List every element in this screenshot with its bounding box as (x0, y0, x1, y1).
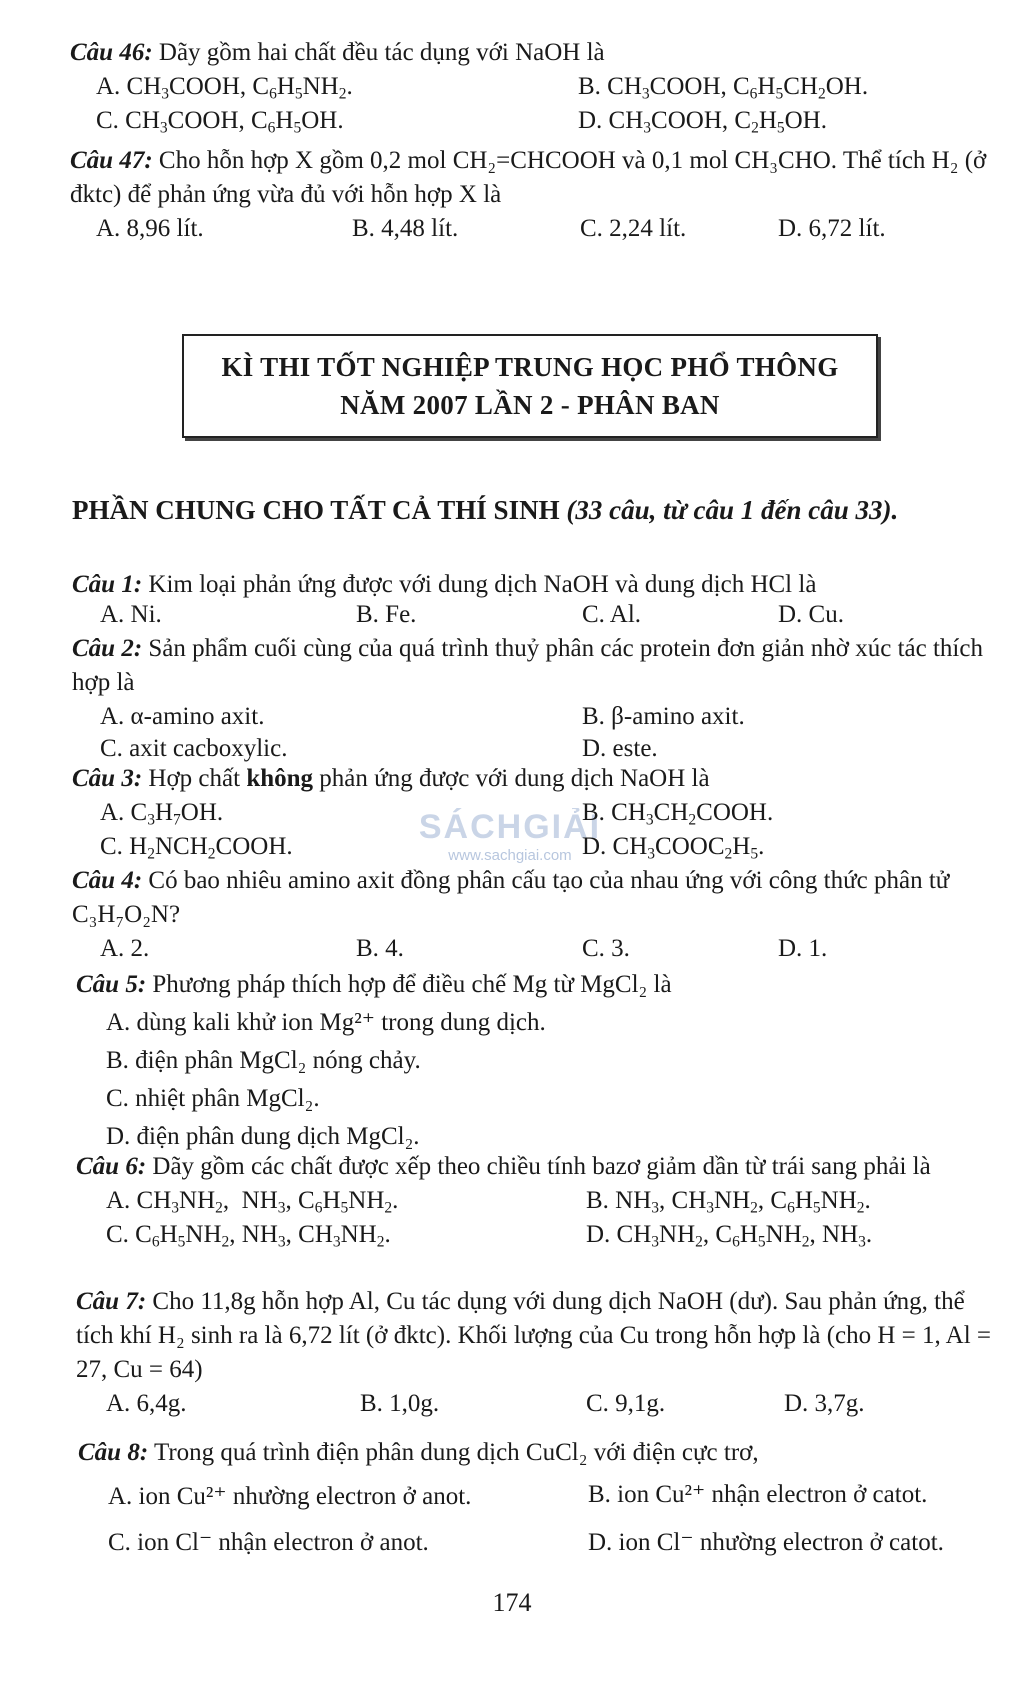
question-text: Trong quá trình điện phân dung dịch CuCl₂ với điện cực trơ, (153, 1439, 759, 1466)
option-c: C. $CH_3COOH$, $C_6H_5OH$. (96, 107, 344, 137)
option-c: C. axit cacboxylic. (100, 735, 288, 762)
question-text: Sản phẩm cuối cùng của quá trình thuỷ phân các protein đơn giản nhờ xúc tác thích hợp là (72, 635, 983, 696)
question-text: Có bao nhiêu amino axit đồng phân cấu tạo của nhau ứng với công thức phân tử C₃H₇O₂N? (72, 867, 950, 928)
question-text: Cho hỗn hợp X gồm 0,2 mol CH₂=CHCOOH và 0,1 mol CH₃CHO. Thể tích H₂ (ở đktc) để phản ứng vừa đủ với hỗn hợp X là (70, 147, 987, 208)
option-d: D. 3,7g. (784, 1390, 865, 1417)
option-c: C. $C_6H_5NH_2$, $NH_3$, $CH_3NH_2$. (106, 1221, 391, 1251)
option-a: A. Ni. (100, 601, 162, 628)
option-a: A. 2. (100, 935, 150, 962)
question-text: Kim loại phản ứng được với dung dịch NaOH và dung dịch HCl là (148, 571, 817, 598)
option-c: C. $H_2NCH_2COOH$. (100, 833, 293, 863)
option-c: C. Al. (582, 601, 642, 628)
question-text-emphasis: không (246, 765, 314, 792)
option-a: A. ion Cu²⁺ nhường electron ở anot. (108, 1483, 472, 1510)
exam-title-line-2: NĂM 2007 LẦN 2 - PHÂN BAN (340, 390, 720, 420)
option-d: D. Cu. (778, 601, 844, 628)
exam-title-line-1: KÌ THI TỐT NGHIỆP TRUNG HỌC PHỔ THÔNG (221, 352, 839, 382)
question-text: Phương pháp thích hợp để điều chế Mg từ MgCl₂ là (152, 971, 672, 998)
question-4 (0, 864, 1024, 966)
question-6 (0, 1150, 1024, 1252)
option-a: A. dùng kali khử ion Mg²⁺ trong dung dịch. (106, 1009, 546, 1036)
option-a: A. $CH_3COOH$, $C_6H_5NH_2$. (96, 73, 353, 103)
question-label: Câu 46: (70, 39, 153, 66)
option-a: A. $CH_3NH_2$, $NH_3$, $C_6H_5NH_2$. (106, 1187, 399, 1217)
question-8 (0, 1436, 1024, 1562)
section-heading (72, 495, 898, 526)
question-label: Câu 6: (76, 1153, 147, 1180)
question-text-before: Hợp chất (148, 765, 241, 792)
question-47 (0, 144, 1024, 246)
question-label: Câu 3: (72, 765, 143, 792)
watermark-logo-text: SÁCHGIẢI (418, 808, 602, 846)
section-title: PHẦN CHUNG CHO TẤT CẢ THÍ SINH (72, 495, 560, 525)
question-1 (0, 568, 1024, 632)
exam-title-box (182, 334, 878, 438)
option-c: C. 9,1g. (586, 1390, 666, 1417)
question-label: Câu 2: (72, 635, 143, 662)
option-d: D. ion Cl⁻ nhường electron ở catot. (588, 1529, 944, 1556)
option-c: C. 2,24 lít. (580, 215, 687, 242)
option-b: B. β-amino axit. (582, 703, 745, 730)
option-d: D. 6,72 lít. (778, 215, 886, 242)
option-a: A. $C_3H_7OH$. (100, 799, 224, 829)
option-b: B. 4,48 lít. (352, 215, 459, 242)
option-b: B. $NH_3$, $CH_3NH_2$, $C_6H_5NH_2$. (586, 1187, 871, 1217)
question-label: Câu 4: (72, 867, 143, 894)
option-b: B. 1,0g. (360, 1390, 440, 1417)
page-number: 174 (492, 1588, 532, 1617)
question-46 (0, 36, 1024, 138)
option-d: D. este. (582, 735, 658, 762)
question-text: Dãy gồm hai chất đều tác dụng với NaOH là (158, 39, 605, 66)
option-b: B. 4. (356, 935, 404, 962)
question-label: Câu 47: (70, 147, 153, 174)
option-b: B. $CH_3CH_2COOH$. (582, 799, 774, 829)
question-text: Cho 11,8g hỗn hợp Al, Cu tác dụng với dung dịch NaOH (dư). Sau phản ứng, thể tích khí H₂ sinh ra là 6,72 lít (ở đktc). Khối lượng của Cu trong hỗn hợp là (cho H = 1, Al = 27, Cu = 64) (76, 1288, 992, 1383)
option-c: C. 3. (582, 935, 630, 962)
option-a: A. α-amino axit. (100, 703, 265, 730)
watermark-url: www.sachgiai.com (448, 847, 572, 864)
section-note: (33 câu, từ câu 1 đến câu 33). (566, 495, 899, 525)
question-label: Câu 1: (72, 571, 143, 598)
option-a: A. 8,96 lít. (96, 215, 204, 242)
question-2 (0, 632, 1024, 764)
option-c: C. nhiệt phân MgCl₂. (106, 1085, 320, 1112)
option-d: D. 1. (778, 935, 828, 962)
option-d: D. $CH_3NH_2$, $C_6H_5NH_2$, $NH_3$. (586, 1221, 873, 1251)
option-b: B. ion Cu²⁺ nhận electron ở catot. (588, 1481, 928, 1508)
option-b: B. $CH_3COOH$, $C_6H_5CH_2OH$. (578, 73, 869, 103)
question-5 (0, 968, 1024, 1156)
option-d: D. $CH_3COOC_2H_5$. (582, 833, 765, 863)
question-text-after: phản ứng được với dung dịch NaOH là (319, 765, 710, 792)
question-label: Câu 8: (78, 1439, 149, 1466)
question-label: Câu 7: (76, 1288, 147, 1315)
question-text: Dãy gồm các chất được xếp theo chiều tính bazơ giảm dần từ trái sang phải là (152, 1153, 931, 1180)
question-7 (0, 1285, 1024, 1421)
option-b: B. điện phân MgCl₂ nóng chảy. (106, 1047, 421, 1074)
option-b: B. Fe. (356, 601, 417, 628)
question-label: Câu 5: (76, 971, 147, 998)
option-d: D. điện phân dung dịch MgCl₂. (106, 1123, 420, 1150)
option-c: C. ion Cl⁻ nhận electron ở anot. (108, 1529, 429, 1556)
question-3 (0, 762, 1024, 864)
option-a: A. 6,4g. (106, 1390, 187, 1417)
option-d: D. $CH_3COOH$, $C_2H_5OH$. (578, 107, 827, 137)
